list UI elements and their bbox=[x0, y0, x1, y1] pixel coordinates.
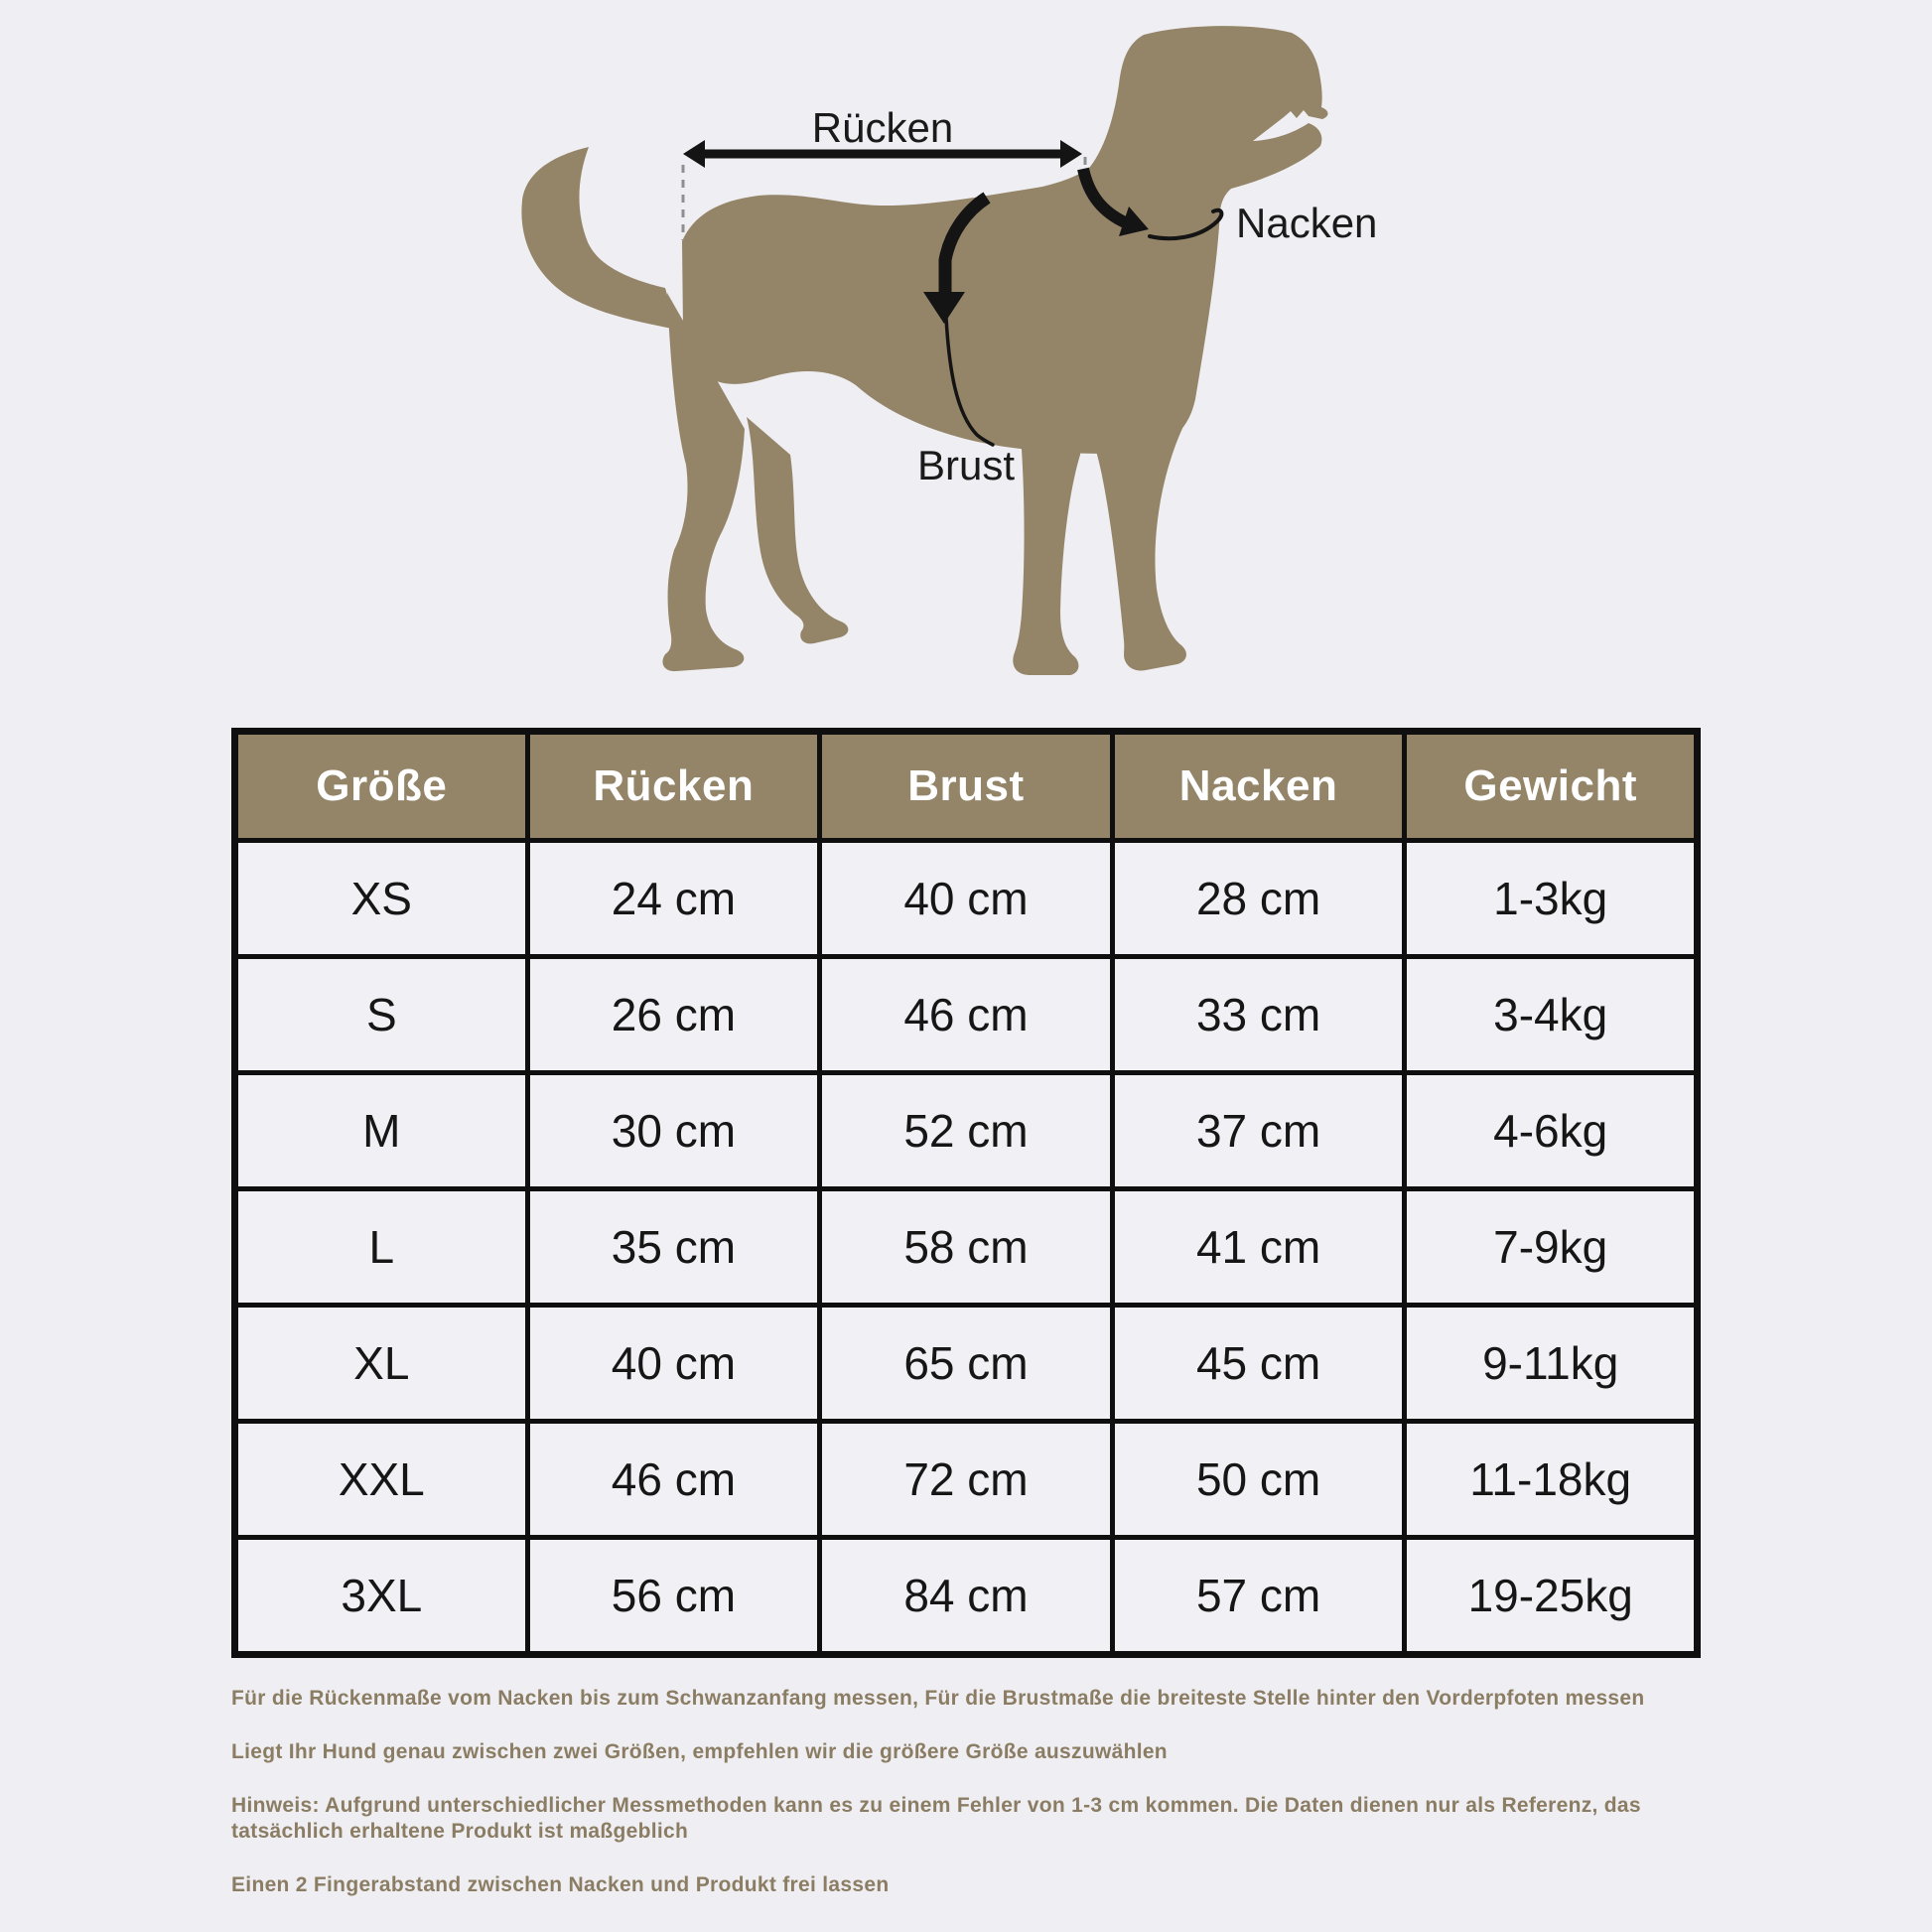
table-cell: M bbox=[235, 1073, 528, 1189]
table-cell: 35 cm bbox=[527, 1189, 820, 1306]
table-row bbox=[235, 1538, 1698, 1655]
table-cell: 65 cm bbox=[820, 1306, 1113, 1422]
size-table bbox=[231, 728, 1701, 1658]
table-cell: L bbox=[235, 1189, 528, 1306]
table-cell: 45 cm bbox=[1112, 1306, 1405, 1422]
table-cell: 40 cm bbox=[820, 841, 1113, 957]
table-row bbox=[235, 841, 1698, 957]
table-header-row bbox=[235, 732, 1698, 841]
table-cell: S bbox=[235, 957, 528, 1073]
table-cell: 46 cm bbox=[527, 1422, 820, 1538]
table-cell: 9-11kg bbox=[1405, 1306, 1698, 1422]
table-row bbox=[235, 1422, 1698, 1538]
back-label: Rücken bbox=[811, 104, 954, 151]
header-gewicht: Gewicht bbox=[1405, 732, 1698, 841]
dog-measurement-diagram bbox=[0, 0, 1932, 755]
table-cell: XXL bbox=[235, 1422, 528, 1538]
dog-body-head-shape bbox=[682, 26, 1328, 454]
table-cell: 52 cm bbox=[820, 1073, 1113, 1189]
table-cell: 58 cm bbox=[820, 1189, 1113, 1306]
table-row bbox=[235, 957, 1698, 1073]
table-cell: 46 cm bbox=[820, 957, 1113, 1073]
table-cell: 30 cm bbox=[527, 1073, 820, 1189]
table-cell: 4-6kg bbox=[1405, 1073, 1698, 1189]
table-cell: 11-18kg bbox=[1405, 1422, 1698, 1538]
header-groesse: Größe bbox=[235, 732, 528, 841]
header-nacken: Nacken bbox=[1112, 732, 1405, 841]
table-cell: 56 cm bbox=[527, 1538, 820, 1655]
dog-front-leg-near bbox=[1092, 418, 1187, 671]
measurement-notes bbox=[231, 1686, 1691, 1926]
table-row bbox=[235, 1073, 1698, 1189]
table-cell: 19-25kg bbox=[1405, 1538, 1698, 1655]
chest-label: Brust bbox=[916, 442, 1016, 488]
table-cell: 26 cm bbox=[527, 957, 820, 1073]
table-cell: 3-4kg bbox=[1405, 957, 1698, 1073]
header-brust: Brust bbox=[820, 732, 1113, 841]
dog-tail-shape bbox=[521, 147, 677, 330]
table-cell: 33 cm bbox=[1112, 957, 1405, 1073]
table-cell: 28 cm bbox=[1112, 841, 1405, 957]
header-ruecken: Rücken bbox=[527, 732, 820, 841]
neck-label: Nacken bbox=[1236, 200, 1378, 246]
note: Einen 2 Fingerabstand zwischen Nacken und Produkt frei lassen bbox=[231, 1873, 890, 1896]
table-cell: 24 cm bbox=[527, 841, 820, 957]
table-cell: 72 cm bbox=[820, 1422, 1113, 1538]
table-cell: 84 cm bbox=[820, 1538, 1113, 1655]
table-cell: 41 cm bbox=[1112, 1189, 1405, 1306]
note: Für die Rückenmaße vom Nacken bis zum Schwanzanfang messen, Für die Brustmaße die breiteste Stelle hinter den Vorderpfoten messen bbox=[231, 1687, 1645, 1710]
table-cell: 40 cm bbox=[527, 1306, 820, 1422]
table-cell: XS bbox=[235, 841, 528, 957]
dog-front-leg-far bbox=[1013, 435, 1082, 675]
table-cell: 7-9kg bbox=[1405, 1189, 1698, 1306]
table-cell: 57 cm bbox=[1112, 1538, 1405, 1655]
dog-rear-leg-near bbox=[747, 417, 848, 643]
table-cell: 1-3kg bbox=[1405, 841, 1698, 957]
table-row bbox=[235, 1189, 1698, 1306]
table-row bbox=[235, 1306, 1698, 1422]
table-cell: 37 cm bbox=[1112, 1073, 1405, 1189]
table-cell: 3XL bbox=[235, 1538, 528, 1655]
note: Liegt Ihr Hund genau zwischen zwei Größen, empfehlen wir die größere Größe auszuwählen bbox=[231, 1740, 1168, 1763]
table-cell: XL bbox=[235, 1306, 528, 1422]
note: Hinweis: Aufgrund unterschiedlicher Messmethoden kann es zu einem Fehler von 1-3 cm kommen. Die Daten dienen nur als Referenz, das tatsächlich erhaltene Produkt ist maßgeblich bbox=[231, 1794, 1641, 1843]
table-cell: 50 cm bbox=[1112, 1422, 1405, 1538]
